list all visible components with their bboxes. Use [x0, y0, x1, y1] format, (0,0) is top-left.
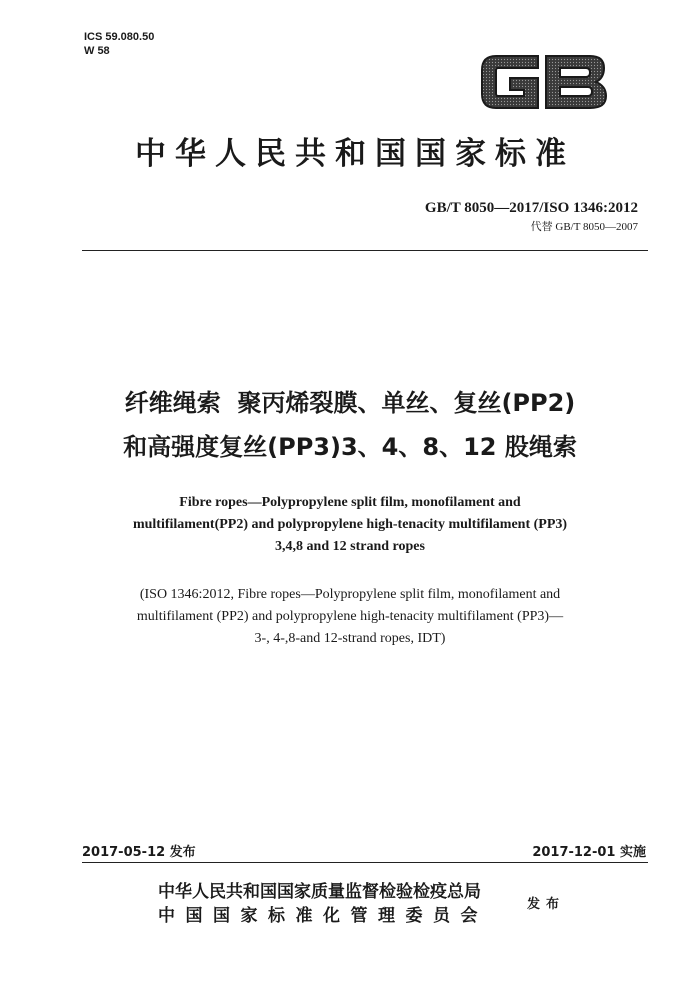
- chinese-title-line-2: 和高强度复丝(PP3)3、4、8、12 股绳索: [123, 433, 577, 461]
- header-divider: [82, 250, 648, 251]
- publish-label: 发布: [527, 897, 566, 912]
- standard-number: GB/T 8050—2017/ISO 1346:2012: [424, 200, 638, 216]
- iso-reference-line-2: multifilament (PP2) and polypropylene high-tenacity multifilament (PP3)—: [136, 609, 564, 624]
- issuer-line-1: 中华人民共和国国家质量监督检验检疫总局: [158, 882, 481, 902]
- english-title-line-1: Fibre ropes—Polypropylene split film, monofilament and: [179, 495, 521, 510]
- issue-date: 2017-05-12 发布: [82, 845, 196, 860]
- standard-title: 中华人民共和国国家标准: [135, 136, 575, 172]
- iso-reference-line-3: 3-, 4-,8-and 12-strand ropes, IDT): [254, 631, 446, 646]
- chinese-title: [0, 381, 700, 469]
- ics-code: ICS 59.080.50: [84, 31, 155, 43]
- iso-reference: [0, 584, 700, 650]
- iso-reference-line-1: (ISO 1346:2012, Fibre ropes—Polypropylene split film, monofilament and: [139, 587, 561, 602]
- ccs-code: W 58: [84, 45, 110, 57]
- gb-logo-graphic: [476, 46, 612, 118]
- replaces-note: 代替 GB/T 8050—2007: [530, 221, 638, 233]
- gb-logo: [476, 46, 612, 118]
- english-title-line-2: multifilament(PP2) and polypropylene high-tenacity multifilament (PP3): [132, 517, 568, 532]
- implementation-date: 2017-12-01 实施: [532, 845, 646, 860]
- english-title: [0, 492, 700, 558]
- issuing-authorities: [158, 880, 488, 928]
- chinese-title-line-1: 纤维绳索 聚丙烯裂膜、单丝、复丝(PP2): [124, 389, 576, 417]
- english-title-line-3: 3,4,8 and 12 strand ropes: [275, 539, 425, 554]
- footer-divider: [82, 862, 648, 863]
- classification-block: [84, 30, 154, 58]
- issuer-line-2: 中国国家标准化管理委员会: [158, 906, 488, 926]
